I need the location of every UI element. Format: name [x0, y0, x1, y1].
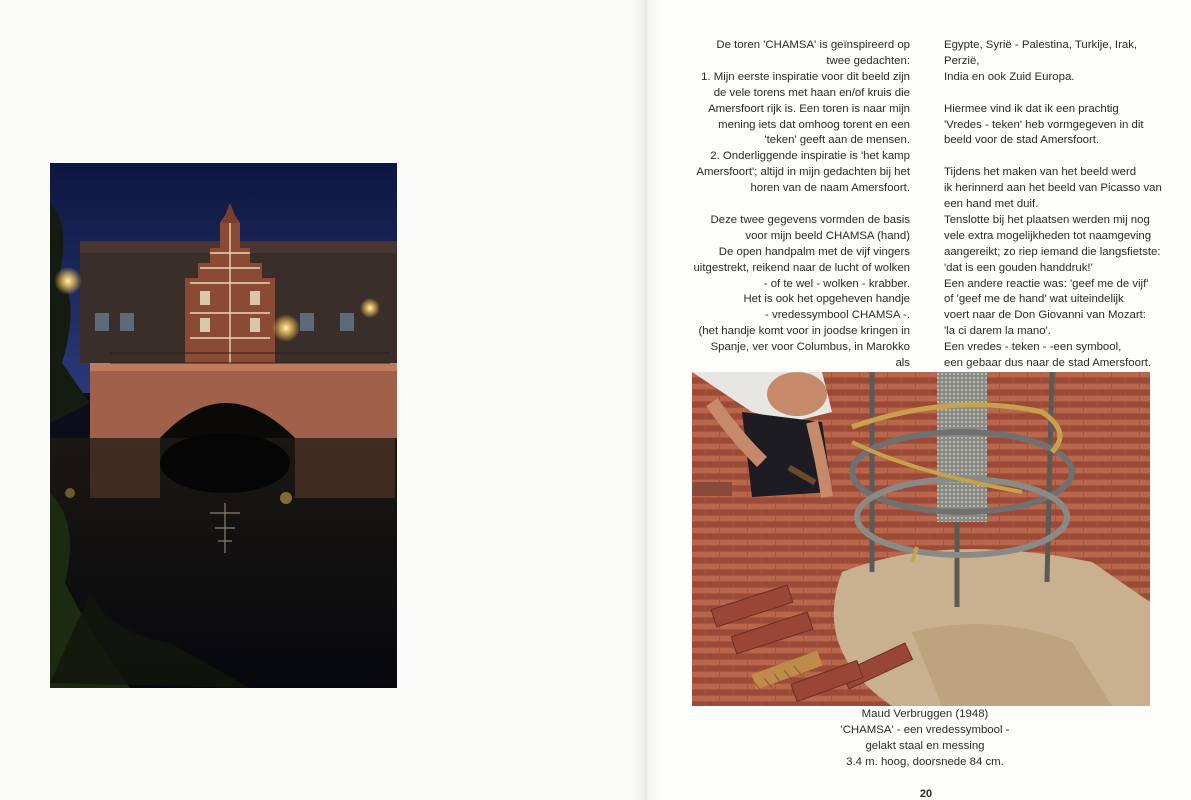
page-number: 20 — [919, 788, 933, 800]
paragraph-inspiration: De toren 'CHAMSA' is geïnspireerd op twee gedachten: 1. Mijn eerste inspiratie voor dit beeld zijn de vele torens met haan en/of kruis die Amersfoort rijk is. Een toren is naar mijn mening iets dat omhoog torent en een 'teken' geeft aan de mensen. 2. Onderliggende inspiratie is 'het kamp Amersfoort'; altijd in mijn gedachten bij het horen van de naam Amersfoort. — [696, 39, 910, 195]
photo-caption — [792, 707, 1058, 771]
canal-bridge-night-photo — [50, 163, 397, 688]
text-column-left — [693, 38, 910, 404]
caption-dimensions: 3.4 m. hoog, doorsnede 84 cm. — [846, 755, 1004, 768]
text-column-right — [944, 38, 1174, 388]
night-scene-illustration — [50, 163, 397, 688]
caption-material: gelakt staal en messing — [865, 739, 985, 752]
installation-scene-illustration — [692, 372, 1150, 706]
caption-artist: Maud Verbruggen (1948) — [861, 708, 989, 720]
sculpture-installation-photo — [692, 372, 1150, 706]
paragraph-chamsa-hand: Deze twee gegevens vormden de basis voor mijn beeld CHAMSA (hand) De open handpalm met de vijf vingers uitgestrekt, reikend naar de lucht of wolken - of te wel - wolken - krabber. Het is ook het opgeheven handje - vredessymbool CHAMSA -. (het handje komt voor in joodse kringen in Spanje, ver voor Columbus, in Marokko als — [693, 213, 910, 370]
paragraph-peace-sign: Hiermee vind ik dat ik een prachtig 'Vredes - teken' heb vormgegeven in dit beeld voor de stad Amersfoort. — [944, 102, 1144, 147]
book-gutter — [630, 0, 662, 800]
paragraph-regions: Egypte, Syrië - Palestina, Turkije, Irak, Perzië, India en ook Zuid Europa. — [944, 39, 1138, 83]
caption-title: 'CHAMSA' - een vredessymbool - — [840, 723, 1010, 736]
paragraph-naming: Tijdens het maken van het beeld werd ik herinnerd aan het beeld van Picasso van een hand met duif. Tenslotte bij het plaatsen werden mij nog vele extra mogelijkheden tot naamgeving aangereikt; zo riep iemand die langsfietste: 'dat is een gouden handdruk!' Een andere reactie was: 'geef me de vijf' of 'geef me de hand' wat uiteindelijk voert naar de Don Giovanni van Mozart: 'la ci darem la mano'. Een vredes - teken - -een symbool, een gebaar dus naar de stad Amersfoort. — [944, 166, 1162, 370]
